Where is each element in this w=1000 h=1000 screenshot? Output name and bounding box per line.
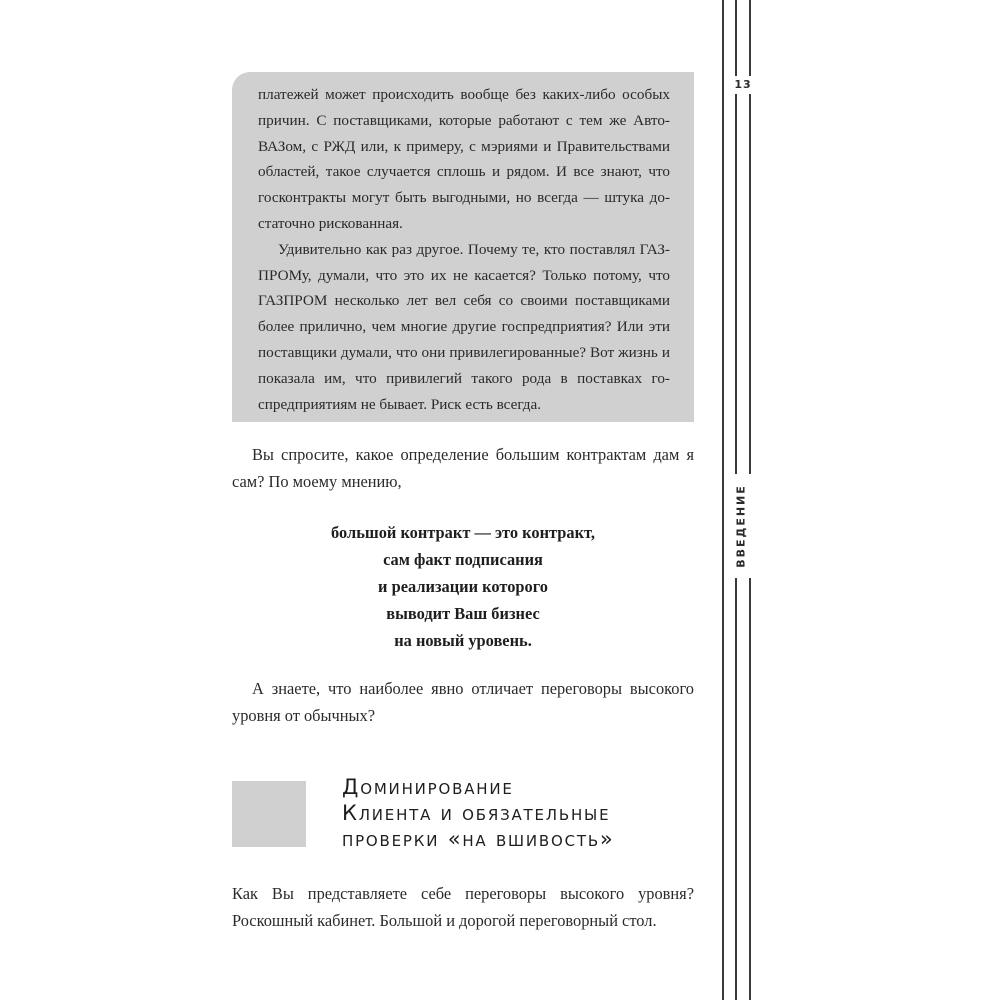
body-line: А знаете, что наиболее явно отличает переговоры высокого — [252, 679, 694, 698]
body-line: я сам? По моему мнению, — [232, 445, 694, 491]
margin-rule-left — [722, 0, 724, 1000]
page-number: 13 — [728, 76, 758, 94]
quote-line: госконтракты могут быть выгодными, но всегда — штука до- — [258, 189, 670, 207]
quote-line: статочно рискованная. — [258, 214, 403, 232]
emphasis-line: на новый уровень. — [394, 631, 532, 650]
section-heading — [342, 774, 712, 852]
emphasis-line: выводит Ваш бизнес — [386, 604, 540, 623]
quote-line: Удивительно как раз другое. Почему те, кто поставлял ГАЗ- — [278, 240, 670, 258]
section-tab — [727, 474, 755, 578]
body-paragraph-3 — [232, 880, 694, 934]
heading-marker-box — [232, 781, 306, 847]
quote-line: платежей может происходить вообще без каких-либо особых — [258, 86, 670, 103]
emphasis-definition — [232, 519, 694, 654]
body-paragraph-1 — [232, 441, 694, 495]
quote-line: ГАЗПРОМ несколько лет вел себя со своими поставщиками — [258, 292, 670, 310]
quote-paragraph-1 — [258, 82, 670, 237]
heading-line: проверки «на вшивость» — [342, 827, 615, 851]
heading-line: Клиента и обязательные — [342, 801, 611, 825]
body-paragraph-2 — [232, 675, 694, 729]
emphasis-line: и реализации которого — [378, 577, 548, 596]
body-line: Роскошный кабинет. Большой и дорогой переговорный стол. — [232, 911, 657, 930]
quote-line: областей, такое случается сплошь и рядом. И все знают, что — [258, 163, 670, 181]
emphasis-line: большой контракт — это контракт, — [331, 523, 595, 542]
quote-line: причин. С поставщиками, которые работают с тем же Авто- — [258, 111, 670, 129]
body-line: Как Вы представляете себе переговоры высокого уровня? — [232, 884, 694, 903]
quote-line: поставщики думали, что они привилегированные? Вот жизнь — [258, 343, 658, 361]
quote-line: спредприятиям не бывает. Риск есть всегда. — [258, 395, 542, 413]
section-tab-label: ВВЕДЕНИЕ — [734, 484, 748, 568]
quote-box — [232, 72, 694, 422]
quote-line: более прилично, чем многие другие госпредприятия? Или эти — [258, 318, 670, 336]
body-line: Вы спросите, какое определение большим контрактам дам — [252, 445, 680, 464]
quote-line: ВАЗом, с РЖД или, к примеру, с мэриями и Правительствами — [258, 137, 670, 155]
quote-paragraph-2 — [258, 237, 670, 418]
quote-line: и показала им, что привилегий такого рода в поставках го- — [258, 343, 671, 387]
body-line: уровня от обычных? — [232, 706, 376, 725]
heading-line: Доминирование — [342, 775, 514, 799]
emphasis-line: сам факт подписания — [383, 550, 543, 569]
quote-line: ПРОМу, думали, что это их не касается? Только потому, что — [258, 266, 670, 284]
